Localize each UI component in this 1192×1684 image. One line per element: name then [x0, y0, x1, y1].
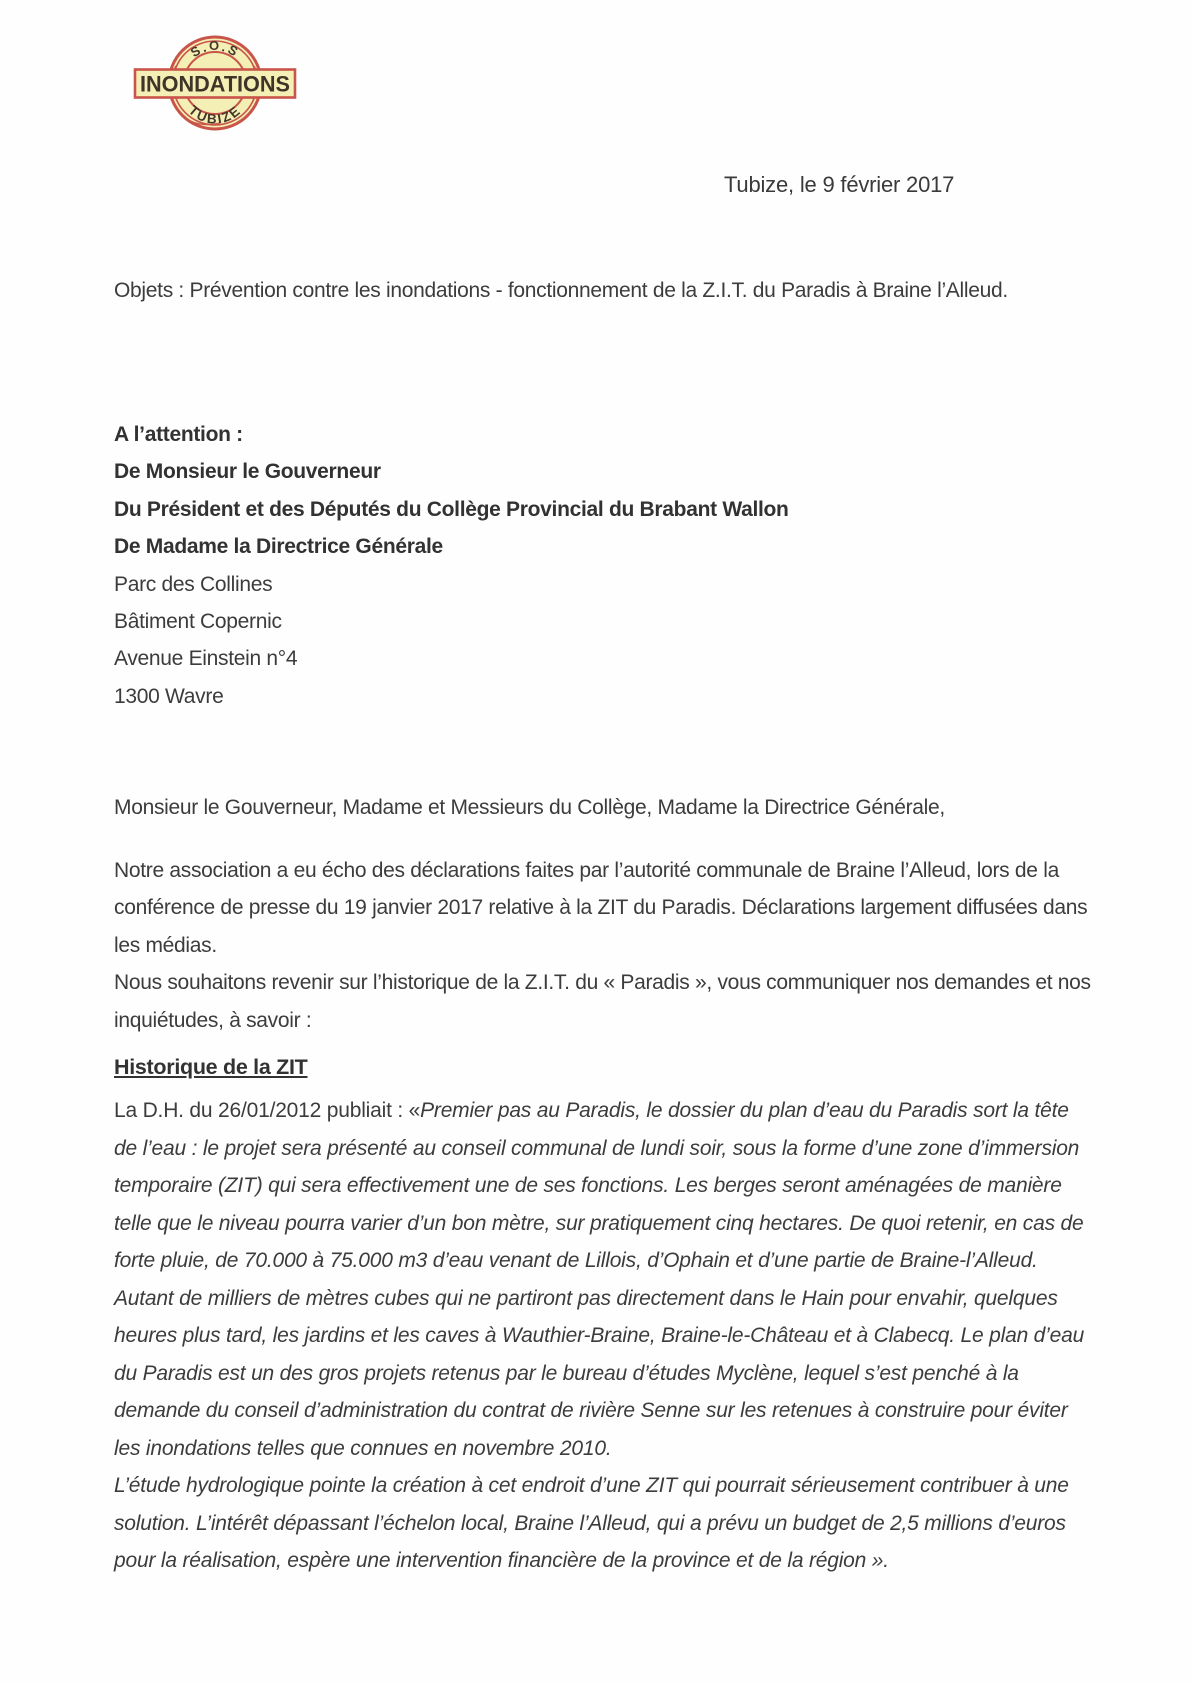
life-buoy-stamp-icon	[130, 26, 300, 144]
quote-block	[114, 1092, 1092, 1580]
logo-banner-text: INONDATIONS	[140, 71, 290, 97]
quote-intro: La D.H. du 26/01/2012 publiait : «	[114, 1099, 421, 1122]
logo-city-text: TUBIZE	[185, 102, 245, 127]
quote-paragraph	[114, 1092, 1092, 1467]
quote-paragraph: L’étude hydrologique pointe la création à cet endroit d’une ZIT qui pourrait sérieusement contribuer à une solution. L’intérêt dépassant l’échelon local, Braine l’Alleud, qui a prévu un budget de 2,5 millions d’euros pour la réalisation, espère une intervention financière de la province et de la région ».	[114, 1474, 1069, 1572]
logo-sos-text: S.O.S	[187, 38, 243, 61]
recipient-line: De Madame la Directrice Générale	[114, 535, 443, 559]
recipient-block	[114, 416, 789, 715]
quote-italic-text: Premier pas au Paradis, le dossier du plan d’eau du Paradis sort la tête de l’eau : le projet sera présenté au conseil communal de lundi soir, sous la forme d’une zone d’immersion temporaire (ZIT) qui sera effectivement une de ses fonctions. Les berges seront aménagées de manière telle que le niveau pourra varier d’un bon mètre, sur pratiquement cinq hectares. De quoi retenir, en cas de forte pluie, de 70.000 à 75.000 m3 d’eau venant de Lillois, d’Ophain et d’une partie de Braine-l’Alleud. Autant de milliers de mètres cubes qui ne partiront pas directement dans le Hain pour envahir, quelques heures plus tard, les jardins et les caves à Wauthier-Braine, Braine-le-Château et à Clabecq. Le plan d’eau du Paradis est un des gros projets retenus par le bureau d’études Myclène, lequel s’est penché à la demande du conseil d’administration du contrat de rivière Senne sur les retenues à construire pour éviter les inondations telles que connues en novembre 2010.	[114, 1099, 1085, 1460]
recipient-line: De Monsieur le Gouverneur	[114, 460, 381, 484]
dateline: Tubize, le 9 février 2017	[724, 172, 955, 197]
subject-line: Objets : Prévention contre les inondations - fonctionnement de la Z.I.T. du Paradis à Braine l’Alleud.	[114, 279, 1008, 302]
body-paragraph: Notre association a eu écho des déclarations faites par l’autorité communale de Braine l’Alleud, lors de la conférence de presse du 19 janvier 2017 relative à la ZIT du Paradis. Déclarations largement diffusées dans les médias.	[114, 859, 1088, 957]
address-line: Parc des Collines	[114, 572, 273, 596]
recipient-line: Du Président et des Députés du Collège Provincial du Brabant Wallon	[114, 497, 789, 521]
address-line: 1300 Wavre	[114, 684, 224, 708]
body-paragraph: Nous souhaitons revenir sur l’historique de la Z.I.T. du « Paradis », vous communiquer nos demandes et nos inquiétudes, à savoir :	[114, 971, 1091, 1032]
letter-body	[114, 852, 1092, 1039]
salutation: Monsieur le Gouverneur, Madame et Messieurs du Collège, Madame la Directrice Générale,	[114, 796, 945, 819]
association-logo	[130, 26, 300, 144]
section-heading: Historique de la ZIT	[114, 1055, 308, 1079]
attention-label: A l’attention :	[114, 423, 243, 446]
address-line: Bâtiment Copernic	[114, 610, 282, 634]
address-line: Avenue Einstein n°4	[114, 647, 298, 671]
